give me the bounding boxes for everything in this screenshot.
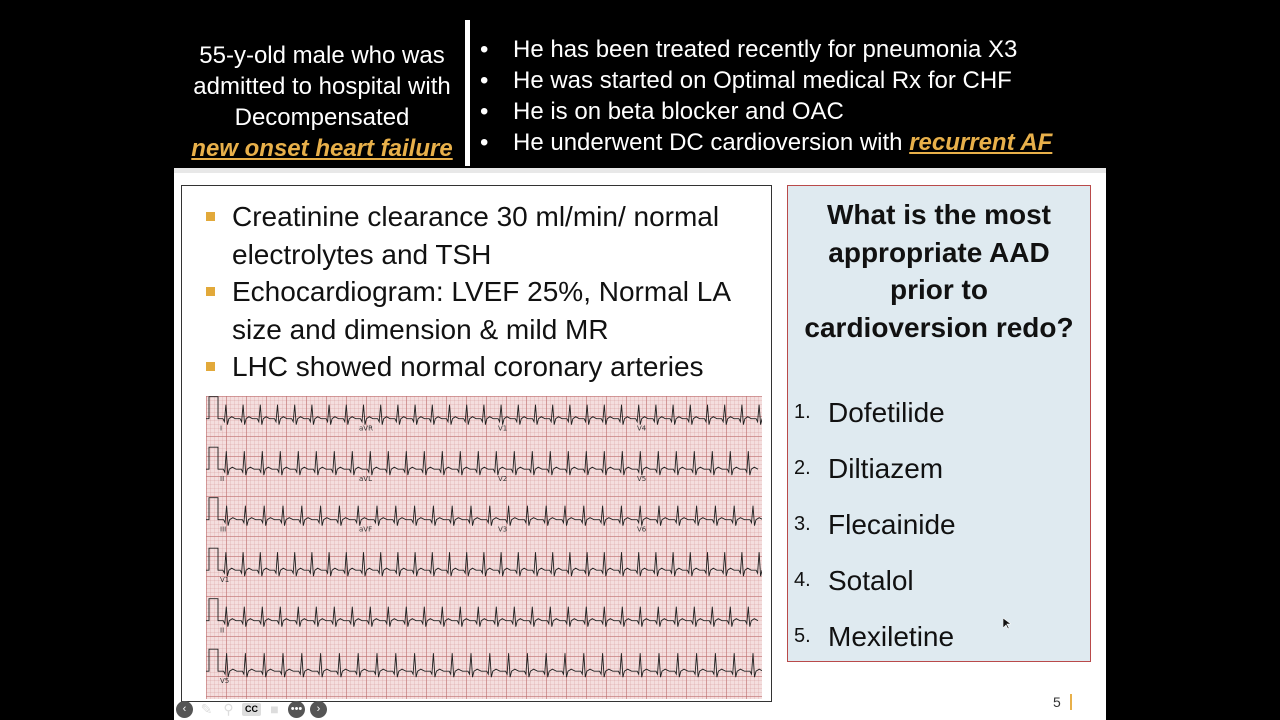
page-number-bar [1070,694,1072,710]
history-item: • He is on beta blocker and OAC [476,96,1052,127]
option-label: Mexiletine [828,621,955,652]
ecg-traces [206,396,762,699]
option-number: 3. [794,513,811,535]
ecg-trace [206,397,762,425]
slide-header [174,0,1106,168]
back-arrow-icon[interactable]: ‹ [176,701,193,718]
presentation-toolbar [176,700,327,718]
magnifier-icon[interactable]: ⚲ [223,700,234,717]
ecg-lead-label: V1 [498,424,508,433]
case-summary [174,40,470,164]
option-label: Diltiazem [828,453,944,484]
option-number: 2. [794,457,811,479]
ecg-lead-label: V5 [220,677,230,686]
ecg-trace [206,599,758,627]
ecg-lead-label: I [220,424,223,433]
history-highlight: recurrent AF [909,129,1053,156]
ecg-trace [206,649,762,677]
header-rule [174,168,1106,173]
ecg-lead-label: V2 [498,475,508,484]
history-item: • He has been treated recently for pneumonia X3 [476,34,1052,65]
case-highlight: new onset heart failure [191,135,453,162]
forward-arrow-icon[interactable]: › [310,701,327,718]
ecg-lead-label: V6 [637,525,647,534]
ecg-trace [206,548,762,576]
case-line: admitted to hospital with [193,73,451,100]
history-item: • He was started on Optimal medical Rx for CHF [476,65,1052,96]
ecg-trace [206,447,758,475]
case-line: Decompensated [234,104,410,131]
ecg-lead-label: aVF [359,525,373,534]
option-label: Flecainide [828,509,956,540]
finding-item: LHC showed normal coronary arteries [206,348,767,386]
ecg-trace [206,498,762,526]
page-number: 5 [1053,694,1061,710]
camera-icon[interactable]: ■ [270,701,279,717]
case-line: 55-y-old male who was [199,42,445,69]
ecg-lead-label: V1 [220,576,230,585]
findings-box [181,185,772,702]
finding-item: Echocardiogram: LVEF 25%, Normal LA size and dimension & mild MR [206,273,767,348]
more-icon[interactable]: ••• [288,701,305,718]
finding-item: Creatinine clearance 30 ml/min/ normal electrolytes and TSH [206,198,767,273]
history-list [476,34,1052,158]
ecg-lead-label: aVL [359,475,372,484]
ecg-lead-label: aVR [359,424,373,433]
ecg-lead-label: III [220,525,227,534]
pen-icon[interactable]: ✎ [200,700,213,717]
option-label: Sotalol [828,565,914,596]
ecg-image [206,396,762,699]
ecg-lead-label: II [220,626,225,635]
option-number: 1. [794,401,811,423]
header-divider [465,20,470,166]
ecg-lead-label: II [220,475,225,484]
ecg-lead-label: V3 [498,525,508,534]
slide [174,0,1106,720]
option-number: 5. [794,625,811,647]
option-number: 4. [794,569,811,591]
mouse-cursor-icon [1003,618,1011,630]
findings-list [206,198,767,386]
captions-icon[interactable]: CC [242,703,261,716]
question-text: What is the most appropriate AAD prior to cardioversion redo? [804,199,1074,343]
history-item: • He underwent DC cardioversion with recurrent AF [476,127,1052,158]
ecg-lead-label: V4 [637,424,647,433]
option-label: Dofetilide [828,397,945,428]
question-box [787,185,1091,662]
ecg-lead-label: V5 [637,475,647,484]
